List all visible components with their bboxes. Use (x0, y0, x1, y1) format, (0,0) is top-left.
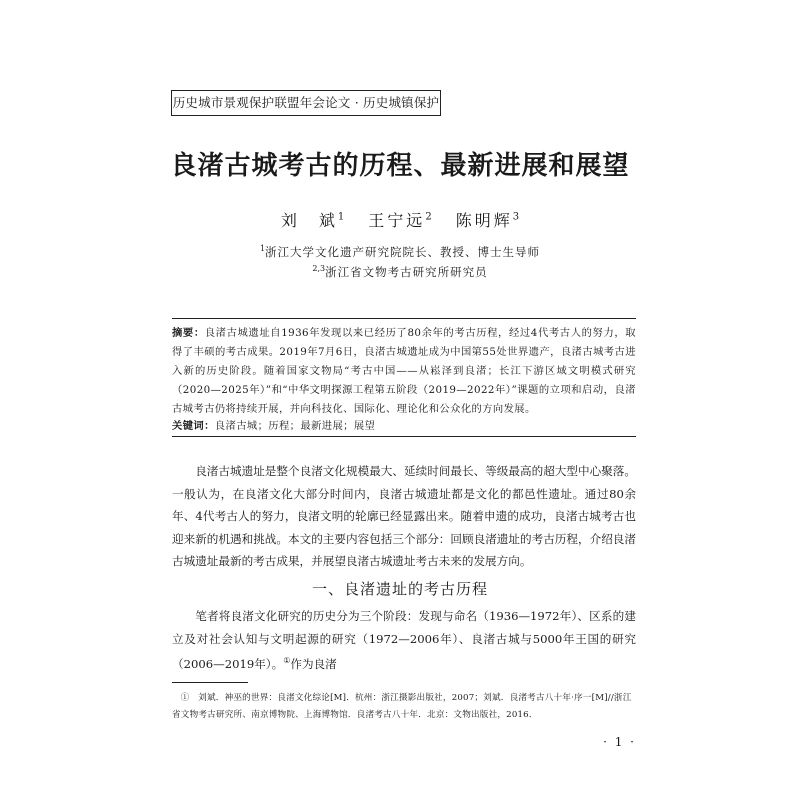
series-header (171, 90, 441, 116)
author-name: 刘 斌 (280, 211, 338, 230)
affiliation-mark: 2 (425, 211, 432, 223)
abstract (172, 324, 636, 419)
keywords-label: 关键词： (172, 420, 215, 432)
affiliation-text: 浙江省文物考古研究所研究员 (325, 265, 488, 279)
footnote: ① 刘斌．神巫的世界：良渚文化综论[M]．杭州：浙江摄影出版社，2007；刘斌．良渚考古八十年·序一[M]//浙江省文物考古研究所、南京博物院、上海博物馆．良渚考古八十年．北京：文物出版社，2016． (172, 693, 632, 720)
abstract-label: 摘要： (172, 327, 205, 339)
affiliation-mark: 1 (259, 244, 266, 254)
body-paragraph (172, 605, 636, 675)
footnote-divider (172, 682, 248, 683)
author-1 (281, 211, 344, 230)
paragraph-text: 作为良渚 (290, 656, 337, 671)
section-heading: 一、良渚遗址的考古历程 (311, 580, 488, 598)
page-number: · 1 · (603, 735, 636, 749)
body-paragraph: 良渚古城遗址是整个良渚文化规模最大、延续时间最长、等级最高的超大型中心聚落。一般认为，在良渚文化大部分时间内，良渚古城遗址都是文化的都邑性遗址。通过80余年、4代考古人的努力，良渚文明的轮廓已经显露出来。随着申遗的成功，良渚古城考古也迎来新的机遇和挑战。本文的主要内容包括三个部分：回顾良渚遗址的考古历程，介绍良渚古城遗址最新的考古成果，并展望良渚古城遗址考古未来的发展方向。 (172, 464, 636, 568)
series-label: 历史城市景观保护联盟年会论文 · 历史城镇保护 (172, 95, 440, 110)
abstract-text: 良渚古城遗址自1936年发现以来已经历了80余年的考古历程，经过4代考古人的努力，取得了丰硕的考古成果。2019年7月6日，良渚古城遗址成为中国第55处世界遗产，良渚古城考古进入新的历史阶段。随着国家文物局“考古中国——从崧泽到良渚；长江下游区域文明模式研究（2020—2025年）”和“中华文明探源工程第五阶段（2019—2022年）”课题的立项和启动，良渚古城考古仍将持续开展，并向科技化、国际化、理论化和公众化的方向发展。 (172, 327, 636, 415)
author-list (0, 208, 800, 231)
affiliation-mark: 1 (337, 211, 345, 223)
affiliation-mark: 3 (512, 211, 520, 223)
author-name: 陈明辉 (455, 211, 513, 230)
affiliation-text: 浙江大学文化遗产研究院院长、教授、博士生导师 (265, 245, 541, 259)
author-2 (368, 211, 431, 230)
footnote-reference[interactable]: ① (283, 656, 291, 665)
author-name: 王宁远 (368, 211, 426, 230)
abstract-box (172, 318, 636, 437)
paragraph-text: 笔者将良渚文化研究的历史分为三个阶段：发现与命名（1936—1972年）、区系的建立及对社会认知与文明起源的研究（1972—2006年）、良渚古城与5000年王国的研究（2006—2019年）。 (172, 609, 636, 671)
affiliation-mark: 2,3 (312, 264, 326, 274)
affiliation-1 (0, 244, 800, 260)
keywords (172, 417, 375, 432)
keywords-text: 良渚古城；历程；最新进展；展望 (214, 420, 376, 432)
author-3 (456, 211, 519, 230)
affiliation-2 (0, 264, 800, 280)
article-title: 良渚古城考古的历程、最新进展和展望 (170, 151, 630, 181)
